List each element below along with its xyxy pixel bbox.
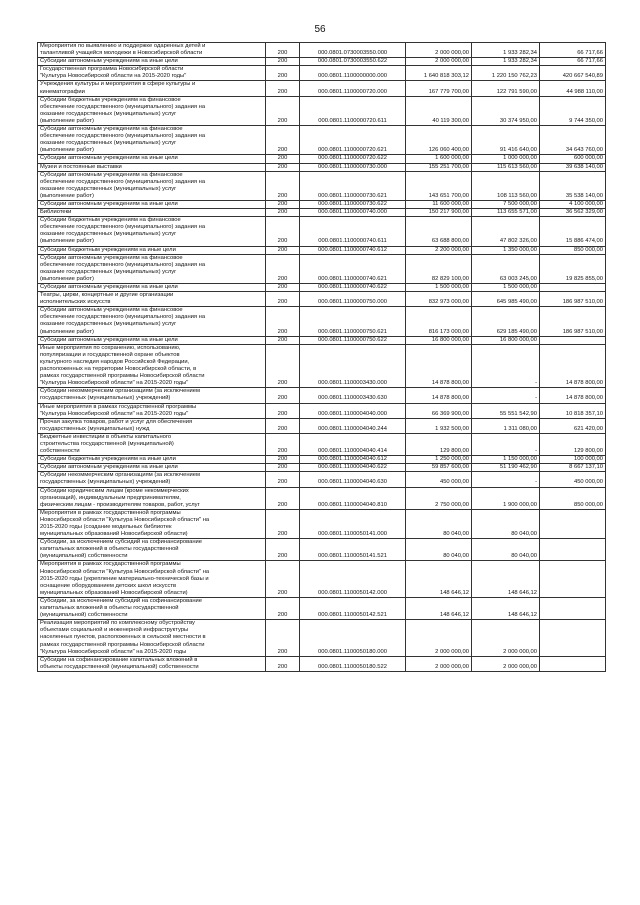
budget-code-cell: 000.0801.1100050180.000 [300, 620, 406, 656]
budget-code-cell: 000.0801.1100000750.000 [300, 292, 406, 307]
approved-amount-cell: 59 857 600,00 [406, 464, 472, 472]
admin-code-cell: 200 [266, 292, 300, 307]
budget-code-cell: 000.0801.1100000740.611 [300, 217, 406, 246]
admin-code-cell: 200 [266, 254, 300, 283]
expense-name-cell: Субсидии автономным учреждениям на иные цели [38, 336, 266, 344]
executed-amount-cell: 2 000 000,00 [472, 620, 540, 656]
table-row [38, 155, 606, 163]
budget-code-cell: 000.0801.1100000730.622 [300, 200, 406, 208]
admin-code-cell: 200 [266, 66, 300, 81]
budget-code-cell: 000.0801.0730003550.622 [300, 58, 406, 66]
table-row [38, 472, 606, 487]
admin-code-cell: 200 [266, 344, 300, 388]
approved-amount-cell: 816 173 000,00 [406, 307, 472, 336]
admin-code-cell: 200 [266, 58, 300, 66]
expense-name-cell: Мероприятия по выявлению и поддержке одаренных детей и талантливой учащейся молодежи в Новосибирской области [38, 43, 266, 58]
admin-code-cell: 200 [266, 307, 300, 336]
admin-code-cell: 200 [266, 284, 300, 292]
approved-amount-cell: 2 000 000,00 [406, 58, 472, 66]
page-number: 56 [314, 24, 326, 35]
approved-amount-cell: 80 040,00 [406, 509, 472, 538]
budget-code-cell: 000.0801.1100004040.612 [300, 456, 406, 464]
expense-name-cell: Субсидии автономным учреждениям на иные цели [38, 155, 266, 163]
approved-amount-cell: 126 060 400,00 [406, 126, 472, 155]
budget-code-cell: 000.0801.1100004040.622 [300, 464, 406, 472]
admin-code-cell: 200 [266, 456, 300, 464]
approved-amount-cell: 143 651 700,00 [406, 171, 472, 200]
expense-name-cell: Субсидии бюджетным учреждениям на иные цели [38, 456, 266, 464]
unexecuted-amount-cell [540, 620, 606, 656]
expense-name-cell: Субсидии автономным учреждениям на финансовое обеспечение государственного (муниципального) задания на оказание государственных (муниципальных) услуг (выполнение работ) [38, 126, 266, 155]
approved-amount-cell: 40 119 300,00 [406, 96, 472, 125]
executed-amount-cell: - [472, 388, 540, 403]
expense-name-cell: Субсидии, за исключением субсидий на софинансирование капитальных вложений в объекты государственной (муниципальной) собственности [38, 539, 266, 561]
table-row [38, 620, 606, 656]
budget-code-cell: 000.0801.1100000720.622 [300, 155, 406, 163]
admin-code-cell: 200 [266, 472, 300, 487]
approved-amount-cell: 80 040,00 [406, 539, 472, 561]
approved-amount-cell: 450 000,00 [406, 472, 472, 487]
unexecuted-amount-cell [540, 284, 606, 292]
executed-amount-cell: 63 003 245,00 [472, 254, 540, 283]
expense-name-cell: Субсидии некоммерческим организациям (за исключением государственных (муниципальных) учреждений) [38, 472, 266, 487]
table-row [38, 539, 606, 561]
unexecuted-amount-cell: 850 000,00 [540, 487, 606, 509]
expense-name-cell: Субсидии автономным учреждениям на финансовое обеспечение государственного (муниципального) задания на оказание государственных (муниципальных) услуг (выполнение работ) [38, 171, 266, 200]
approved-amount-cell: 63 688 800,00 [406, 217, 472, 246]
approved-amount-cell: 2 200 000,00 [406, 246, 472, 254]
table-row [38, 171, 606, 200]
approved-amount-cell: 14 878 800,00 [406, 388, 472, 403]
expense-name-cell: Субсидии автономным учреждениям на финансовое обеспечение государственного (муниципального) задания на оказание государственных (муниципальных) услуг (выполнение работ) [38, 254, 266, 283]
executed-amount-cell: 1 933 282,34 [472, 58, 540, 66]
budget-code-cell: 000.0801.1100000750.621 [300, 307, 406, 336]
approved-amount-cell: 66 369 900,00 [406, 403, 472, 418]
expense-name-cell: Мероприятия в рамках государственной программы Новосибирской области "Культура Новосибирской области" на 2015-2020 годы (создание модельных библиотек муниципальных образований Новосибирской области) [38, 509, 266, 538]
approved-amount-cell: 150 217 900,00 [406, 209, 472, 217]
admin-code-cell: 200 [266, 126, 300, 155]
expense-name-cell: Субсидии бюджетным учреждениям на финансовое обеспечение государственного (муниципального) задания на оказание государственных (муниципальных) услуг (выполнение работ) [38, 96, 266, 125]
unexecuted-amount-cell: 621 420,00 [540, 418, 606, 433]
table-row [38, 246, 606, 254]
unexecuted-amount-cell [540, 539, 606, 561]
executed-amount-cell: 1 350 000,00 [472, 246, 540, 254]
unexecuted-amount-cell: 100 000,00 [540, 456, 606, 464]
admin-code-cell: 200 [266, 561, 300, 597]
admin-code-cell: 200 [266, 418, 300, 433]
admin-code-cell: 200 [266, 388, 300, 403]
unexecuted-amount-cell: 186 987 510,00 [540, 292, 606, 307]
budget-code-cell: 000.0801.1100000720.621 [300, 126, 406, 155]
unexecuted-amount-cell: 186 987 510,00 [540, 307, 606, 336]
executed-amount-cell: - [472, 344, 540, 388]
executed-amount-cell: 1 150 000,00 [472, 456, 540, 464]
budget-code-cell: 000.0801.1100050142.000 [300, 561, 406, 597]
expense-name-cell: Мероприятия в рамках государственной программы Новосибирской области "Культура Новосибирской области" на 2015-2020 годы (укрепление материально-технической базы и оснащение оборудованием детских школ искусств муниципальных образований Новосибирской области) [38, 561, 266, 597]
executed-amount-cell: 148 646,12 [472, 561, 540, 597]
approved-amount-cell: 2 000 000,00 [406, 656, 472, 671]
unexecuted-amount-cell: 36 562 329,00 [540, 209, 606, 217]
table-row [38, 66, 606, 81]
unexecuted-amount-cell: 129 800,00 [540, 433, 606, 455]
table-row [38, 388, 606, 403]
expense-name-cell: Субсидии автономным учреждениям на иные цели [38, 284, 266, 292]
unexecuted-amount-cell: 39 638 140,00 [540, 163, 606, 171]
admin-code-cell: 200 [266, 336, 300, 344]
executed-amount-cell: 1 900 000,00 [472, 487, 540, 509]
executed-amount-cell: 1 311 080,00 [472, 418, 540, 433]
admin-code-cell: 200 [266, 597, 300, 619]
expense-name-cell: Субсидии автономным учреждениям на иные цели [38, 464, 266, 472]
unexecuted-amount-cell: 8 667 137,10 [540, 464, 606, 472]
unexecuted-amount-cell: 420 667 540,89 [540, 66, 606, 81]
unexecuted-amount-cell: 44 988 110,00 [540, 81, 606, 96]
executed-amount-cell: 55 551 542,90 [472, 403, 540, 418]
executed-amount-cell: 16 800 000,00 [472, 336, 540, 344]
budget-code-cell: 000.0801.1100050142.521 [300, 597, 406, 619]
budget-code-cell: 000.0801.1100003430.630 [300, 388, 406, 403]
executed-amount-cell: 1 933 282,34 [472, 43, 540, 58]
budget-code-cell: 000.0801.1100004040.000 [300, 403, 406, 418]
approved-amount-cell: 129 800,00 [406, 433, 472, 455]
table-row [38, 433, 606, 455]
expense-name-cell: Субсидии бюджетным учреждениям на финансовое обеспечение государственного (муниципального) задания на оказание государственных (муниципальных) услуг (выполнение работ) [38, 217, 266, 246]
unexecuted-amount-cell: 14 878 800,00 [540, 344, 606, 388]
table-row [38, 163, 606, 171]
executed-amount-cell: 108 113 560,00 [472, 171, 540, 200]
approved-amount-cell: 167 779 700,00 [406, 81, 472, 96]
unexecuted-amount-cell: 10 818 357,10 [540, 403, 606, 418]
budget-code-cell: 000.0801.1100050180.522 [300, 656, 406, 671]
admin-code-cell: 200 [266, 620, 300, 656]
budget-code-cell: 000.0801.0730003550.000 [300, 43, 406, 58]
executed-amount-cell: 80 040,00 [472, 539, 540, 561]
expense-name-cell: Учреждения культуры и мероприятия в сфере культуры и кинематографии [38, 81, 266, 96]
approved-amount-cell: 1 932 500,00 [406, 418, 472, 433]
expense-name-cell: Бюджетные инвестиции в объекты капитального строительства государственной (муниципальной) собственности [38, 433, 266, 455]
unexecuted-amount-cell: 34 643 760,00 [540, 126, 606, 155]
executed-amount-cell: - [472, 472, 540, 487]
table-row [38, 487, 606, 509]
approved-amount-cell: 1 600 000,00 [406, 155, 472, 163]
budget-code-cell: 000.0801.1100003430.000 [300, 344, 406, 388]
table-row [38, 58, 606, 66]
approved-amount-cell: 2 000 000,00 [406, 620, 472, 656]
approved-amount-cell: 832 973 000,00 [406, 292, 472, 307]
unexecuted-amount-cell [540, 597, 606, 619]
expense-name-cell: Субсидии бюджетным учреждениям на иные цели [38, 246, 266, 254]
expense-name-cell: Субсидии автономным учреждениям на иные цели [38, 58, 266, 66]
unexecuted-amount-cell: 15 886 474,00 [540, 217, 606, 246]
expense-name-cell: Государственная программа Новосибирской области "Культура Новосибирской области на 2015-2020 годы" [38, 66, 266, 81]
table-row [38, 418, 606, 433]
budget-code-cell: 000.0801.1100000740.621 [300, 254, 406, 283]
table-row [38, 336, 606, 344]
budget-code-cell: 000.0801.1100000730.000 [300, 163, 406, 171]
budget-table-body [38, 43, 606, 672]
admin-code-cell: 200 [266, 509, 300, 538]
unexecuted-amount-cell [540, 561, 606, 597]
expense-name-cell: Театры, цирки, концертные и другие организации исполнительских искусств [38, 292, 266, 307]
executed-amount-cell: 1 000 000,00 [472, 155, 540, 163]
admin-code-cell: 200 [266, 246, 300, 254]
admin-code-cell: 200 [266, 81, 300, 96]
budget-code-cell: 000.0801.1100004040.810 [300, 487, 406, 509]
budget-code-cell: 000.0801.1100050141.521 [300, 539, 406, 561]
table-row [38, 254, 606, 283]
table-row [38, 96, 606, 125]
unexecuted-amount-cell: 35 538 140,00 [540, 171, 606, 200]
expense-name-cell: Субсидии автономным учреждениям на иные цели [38, 200, 266, 208]
table-row [38, 284, 606, 292]
budget-code-cell: 000.0801.1100000730.621 [300, 171, 406, 200]
table-row [38, 509, 606, 538]
table-row [38, 209, 606, 217]
unexecuted-amount-cell [540, 336, 606, 344]
approved-amount-cell: 2 750 000,00 [406, 487, 472, 509]
admin-code-cell: 200 [266, 217, 300, 246]
executed-amount-cell: 115 613 560,00 [472, 163, 540, 171]
unexecuted-amount-cell: 600 000,00 [540, 155, 606, 163]
executed-amount-cell: 1 500 000,00 [472, 284, 540, 292]
expense-name-cell: Иные мероприятия по сохранению, использованию, популяризации и государственной охране объектов культурного наследия народов Российской Федерации, расположенных на территории Новосибирской области, в рамках государственной программы Новосибирской области "Культура Новосибирской области" на 2015-2020 годы" [38, 344, 266, 388]
expense-name-cell: Субсидии юридическим лицам (кроме некоммерческих организаций), индивидуальным предпринимателям, физическим лицам - производителям товаров, работ, услуг [38, 487, 266, 509]
unexecuted-amount-cell: 4 100 000,00 [540, 200, 606, 208]
budget-code-cell: 000.0801.1100000740.000 [300, 209, 406, 217]
admin-code-cell: 200 [266, 464, 300, 472]
expense-name-cell: Музеи и постоянные выставки [38, 163, 266, 171]
budget-code-cell: 000.0801.1100004040.630 [300, 472, 406, 487]
executed-amount-cell: 113 655 571,00 [472, 209, 540, 217]
budget-code-cell: 000.0801.1100000720.611 [300, 96, 406, 125]
executed-amount-cell: 1 220 150 762,23 [472, 66, 540, 81]
admin-code-cell: 200 [266, 200, 300, 208]
unexecuted-amount-cell [540, 509, 606, 538]
admin-code-cell: 200 [266, 539, 300, 561]
expense-name-cell: Субсидии некоммерческим организациям (за исключением государственных (муниципальных) учреждений) [38, 388, 266, 403]
approved-amount-cell: 82 829 100,00 [406, 254, 472, 283]
budget-code-cell: 000.0801.1100000000.000 [300, 66, 406, 81]
table-row [38, 561, 606, 597]
approved-amount-cell: 1 640 818 303,12 [406, 66, 472, 81]
table-row [38, 456, 606, 464]
budget-code-cell: 000.0801.1100000740.612 [300, 246, 406, 254]
approved-amount-cell: 1 250 000,00 [406, 456, 472, 464]
executed-amount-cell: 7 500 000,00 [472, 200, 540, 208]
table-row [38, 126, 606, 155]
budget-code-cell: 000.0801.1100000740.622 [300, 284, 406, 292]
approved-amount-cell: 14 878 800,00 [406, 344, 472, 388]
approved-amount-cell: 155 251 700,00 [406, 163, 472, 171]
expense-name-cell: Прочая закупка товаров, работ и услуг для обеспечения государственных (муниципальных) нужд [38, 418, 266, 433]
expense-name-cell: Библиотеки [38, 209, 266, 217]
executed-amount-cell: 122 791 590,00 [472, 81, 540, 96]
budget-code-cell: 000.0801.1100000720.000 [300, 81, 406, 96]
executed-amount-cell: 2 000 000,00 [472, 656, 540, 671]
executed-amount-cell: - [472, 433, 540, 455]
table-row [38, 43, 606, 58]
table-row [38, 200, 606, 208]
expense-name-cell: Иные мероприятия в рамках государственной программы "Культура Новосибирской области" на 2015-2020 годы" [38, 403, 266, 418]
expense-name-cell: Реализация мероприятий по комплексному обустройству объектами социальной и инженерной инфраструктуры населенных пунктов, расположенных в сельской местности в рамках государственной программы Новосибирской области "Культура Новосибирской области" на 2015-2020 годы [38, 620, 266, 656]
executed-amount-cell: 148 646,12 [472, 597, 540, 619]
admin-code-cell: 200 [266, 403, 300, 418]
approved-amount-cell: 148 646,12 [406, 597, 472, 619]
approved-amount-cell: 11 600 000,00 [406, 200, 472, 208]
admin-code-cell: 200 [266, 209, 300, 217]
budget-code-cell: 000.0801.1100004040.244 [300, 418, 406, 433]
budget-code-cell: 000.0801.1100050141.000 [300, 509, 406, 538]
executed-amount-cell: 645 985 490,00 [472, 292, 540, 307]
budget-code-cell: 000.0801.1100000750.622 [300, 336, 406, 344]
admin-code-cell: 200 [266, 96, 300, 125]
unexecuted-amount-cell: 66 717,66 [540, 43, 606, 58]
executed-amount-cell: 80 040,00 [472, 509, 540, 538]
unexecuted-amount-cell [540, 656, 606, 671]
table-row [38, 403, 606, 418]
approved-amount-cell: 2 000 000,00 [406, 43, 472, 58]
unexecuted-amount-cell: 850 000,00 [540, 246, 606, 254]
admin-code-cell: 200 [266, 43, 300, 58]
unexecuted-amount-cell: 9 744 350,00 [540, 96, 606, 125]
unexecuted-amount-cell: 14 878 800,00 [540, 388, 606, 403]
table-row [38, 307, 606, 336]
table-row [38, 81, 606, 96]
executed-amount-cell: 30 374 950,00 [472, 96, 540, 125]
expense-name-cell: Субсидии автономным учреждениям на финансовое обеспечение государственного (муниципального) задания на оказание государственных (муниципальных) услуг (выполнение работ) [38, 307, 266, 336]
table-row [38, 344, 606, 388]
unexecuted-amount-cell: 19 825 855,00 [540, 254, 606, 283]
table-row [38, 656, 606, 671]
executed-amount-cell: 47 802 326,00 [472, 217, 540, 246]
admin-code-cell: 200 [266, 171, 300, 200]
executed-amount-cell: 629 185 490,00 [472, 307, 540, 336]
admin-code-cell: 200 [266, 487, 300, 509]
expense-name-cell: Субсидии на софинансирование капитальных вложений в объекты государственной (муниципальной) собственности [38, 656, 266, 671]
admin-code-cell: 200 [266, 656, 300, 671]
table-row [38, 464, 606, 472]
approved-amount-cell: 148 646,12 [406, 561, 472, 597]
executed-amount-cell: 91 416 640,00 [472, 126, 540, 155]
table-row [38, 597, 606, 619]
admin-code-cell: 200 [266, 433, 300, 455]
table-row [38, 217, 606, 246]
budget-table [37, 42, 606, 672]
approved-amount-cell: 16 800 000,00 [406, 336, 472, 344]
table-row [38, 292, 606, 307]
unexecuted-amount-cell: 66 717,66 [540, 58, 606, 66]
budget-code-cell: 000.0801.1100004040.414 [300, 433, 406, 455]
executed-amount-cell: 51 190 462,90 [472, 464, 540, 472]
admin-code-cell: 200 [266, 155, 300, 163]
expense-name-cell: Субсидии, за исключением субсидий на софинансирование капитальных вложений в объекты государственной (муниципальной) собственности [38, 597, 266, 619]
unexecuted-amount-cell: 450 000,00 [540, 472, 606, 487]
admin-code-cell: 200 [266, 163, 300, 171]
approved-amount-cell: 1 500 000,00 [406, 284, 472, 292]
